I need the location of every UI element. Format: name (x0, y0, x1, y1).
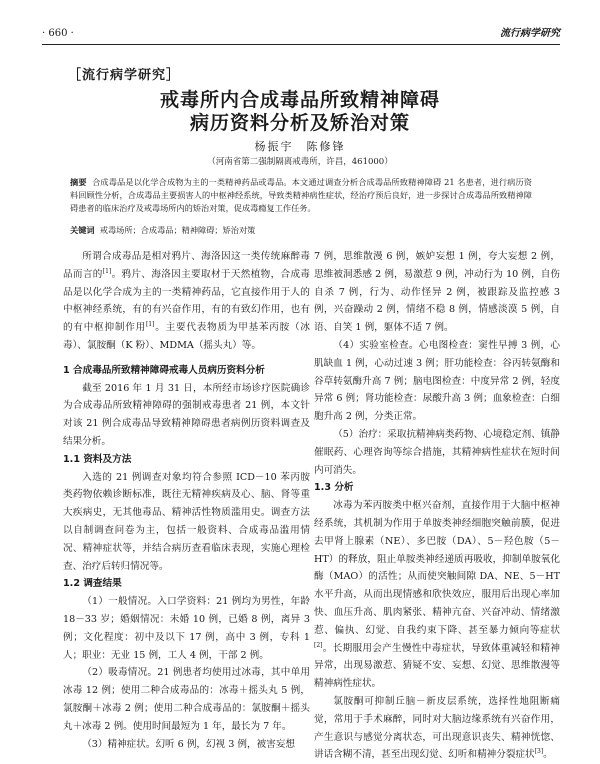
subsection-heading: 1.1 资料及方法 (63, 453, 132, 465)
paragraph: （3）精神症状。幻听 6 例，幻视 3 例，被害妄想 (82, 738, 295, 750)
section-heading: 1 合成毒品所致精神障碍戒毒人员病历资料分析 (63, 364, 265, 376)
paragraph: （5）治疗：采取抗精神病类药物、心境稳定剂、镇静催眠药、心理咨询等综合措施，其精神病性症状在短时间内可消失。 (314, 428, 560, 476)
abstract-text: 合成毒品是以化学合成物为主的一类精神药品或毒品。本文通过调查分析合成毒品所致精神障碍 21 名患者，进行病历资料回顾性分析，合成毒品主要损害人的中枢神经系统，导致类精神病性症状，经治疗预后良好，进一步探讨合成毒品所致精神障碍患者的临床治疗及戒毒场所内的矫治对策，促成毒瘾复工作任务。 (70, 177, 532, 213)
article-title-line-2: 病历资料分析及矫治对策 (189, 112, 410, 134)
subsection-heading: 1.2 调查结果 (63, 578, 122, 590)
affiliation: （河南省第二强制隔离戒毒所，许昌，461000） (207, 157, 393, 167)
column-tag: ［流行病学研究］ (68, 68, 181, 83)
running-head (42, 26, 560, 42)
keywords-label: 关键词 (70, 225, 95, 235)
keywords (70, 224, 532, 237)
paragraph: （4）实验室检查。心电图检查：窦性早搏 3 例，心肌缺血 1 例，心动过速 3 例；肝功能检查：谷丙转氨酶和谷草转氨酶升高 7 例；脑电图检查：中度异常 2 例，轻度异常 6 例；肾功能检查：尿酸升高 3 例；血象检查：白细胞升高 2 例，分类正常。 (314, 339, 560, 423)
paragraph: （1）一般情况。入口学资料：21 例均为男性，年龄 18－33 岁；婚姻情况：未婚 10 例，已婚 8 例，离异 3 例；文化程度：初中及以下 17 例，高中 3 例，专科 1 人；职业：无业 15 例，工人 4 例，干部 2 例。 (63, 596, 310, 661)
abstract-label: 摘要 (70, 177, 87, 187)
paragraph: 冰毒为苯丙胺类中枢兴奋剂，直接作用于大脑中枢神经系统，其机制为作用于单胺类神经细胞突触前膜，促进去甲肾上腺素（NE）、多巴胺（DA）、5－羟色胺（5－HT）的释放，阻止单胺类神经递质再吸收，抑制单胺氧化酶（MAO）的活性；从而使突触间隙 DA、NE、5－HT 水平升高，从而出现情感和欣快效应，服用后出现心率加快、血压升高、肌肉紧张、精神亢奋、兴奋冲动、情绪激惹、偏执、幻觉、自我约束下降、甚至暴力倾向等症状[2]。长期服用会产生慢性中毒症状，导致体重减轻和精神异常，出现易激惹、猜疑不安、妄想、幻觉、思维散漫等精神病性症状。 (314, 500, 560, 690)
body-column-left (63, 248, 310, 753)
header-rule (42, 44, 560, 45)
paragraph: 入选的 21 例调查对象均符合参照 ICD－10 苯丙胺类药物依赖诊断标准，既往无精神疾病及心、脑、肾等重大疾病史，无其他毒品、精神活性物质滥用史。调查方法以自制调查问卷为主，包括一般资料、合成毒品滥用情况、精神症状等，并结合病历查看临床表现，实施心理检查、治疗后转归情况等。 (63, 471, 310, 572)
page-number: · 660 · (42, 28, 74, 39)
article-title-line-1: 戒毒所内合成毒品所致精神障碍 (159, 89, 440, 111)
paragraph: 截至 2016 年 1 月 31 日，本所经市场诊疗医院确诊为合成毒品所致精神障碍的强制戒毒患者 21 例，本文针对该 21 例合成毒品导致精神障碍患者病例历资料调查及结果分析。 (63, 382, 310, 447)
subsection-heading: 1.3 分析 (314, 482, 354, 494)
paragraph: 所谓合成毒品是相对鸦片、海洛因这一类传统麻醉毒品而言的[1]。鸦片、海洛因主要取材于天然植物，合成毒品是以化学合成为主的一类精神药品，它直接作用于人的中枢神经系统，有的有兴奋作用，有的有致幻作用，也有的有中枢抑制作用[1]。主要代表物质为甲基苯丙胺（冰毒）、氯胺酮（K 粉）、MDMA（摇头丸）等。 (63, 251, 311, 351)
authors: 杨振宇 陈修锋 (254, 140, 346, 153)
abstract (70, 176, 532, 215)
journal-name: 流行病学研究 (500, 28, 560, 39)
paragraph: 氯胺酮可抑制丘脑－新皮层系统，选择性地阻断痛觉，常用于手术麻醉，同时对大脑边缘系统有兴奋作用，产生意识与感觉分离状态，可出现意识丧失、精神恍惚、讲话含糊不清，甚至出现幻觉、幻听和精神分裂症状[3]。 (314, 695, 560, 761)
body-column-right (314, 248, 560, 764)
paragraph: （2）吸毒情况。21 例患者均使用过冰毒，其中单用冰毒 12 例；使用二种合成毒品的：冰毒＋摇头丸 5 例，氯胺酮＋冰毒 2 例；使用二种合成毒品的：氯胺酮＋摇头丸＋冰毒 2 例。使用时间最短为 1 年，最长为 7 年。 (63, 667, 310, 732)
paragraph-continued: 7 例，思维散漫 6 例，嫉妒妄想 1 例，夸大妄想 2 例，思维被洞悉感 2 例，易激惹 9 例，冲动行为 10 例，自伤自杀 7 例，行为、动作怪异 2 例，被跟踪及监控感 3 例，兴奋躁动 2 例，情绪不稳 8 例，情感淡漠 5 例，自语、自笑 1 例，躯体不适 7 例。 (314, 251, 560, 334)
keywords-text: 戒毒场所；合成毒品；精神障碍；矫治对策 (99, 225, 256, 235)
